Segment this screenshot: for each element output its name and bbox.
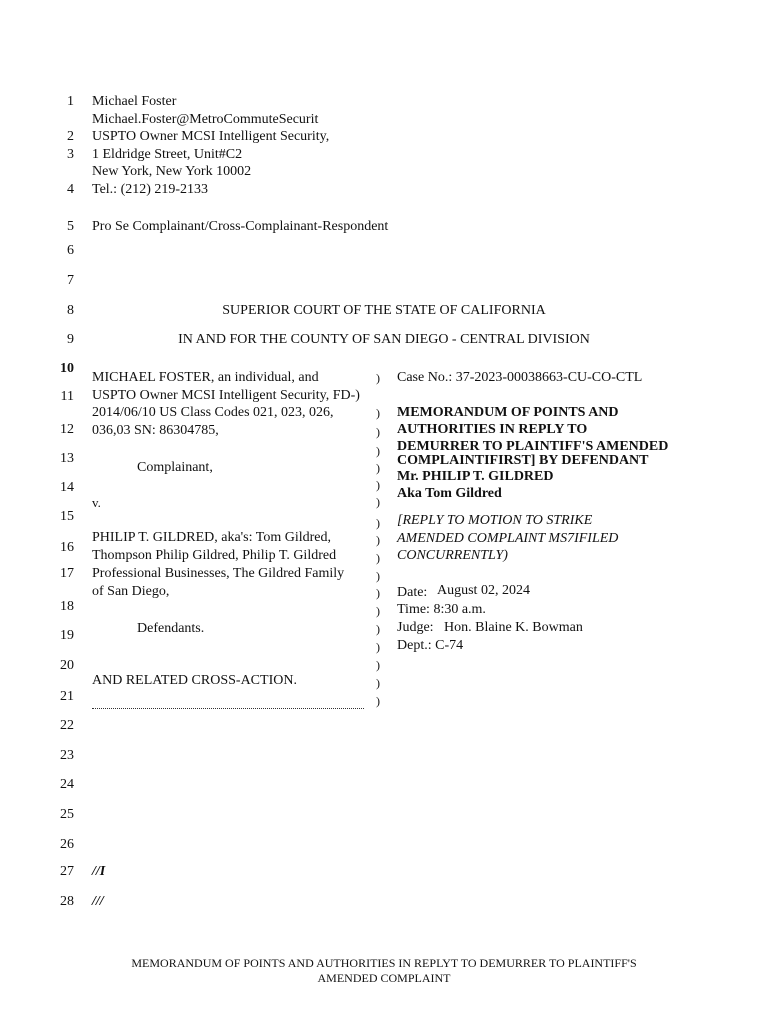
caption-paren: ) [376, 406, 380, 420]
line-number: 7 [67, 273, 74, 288]
caption-paren: ) [376, 371, 380, 385]
case-number: Case No.: 37-2023-00038663-CU-CO-CTL [397, 370, 643, 385]
plaintiff-line: 2014/06/10 US Class Codes 021, 023, 026, [92, 405, 334, 420]
plaintiff-line: USPTO Owner MCSI Intelligent Security, FD-) [92, 388, 360, 403]
sender-street: 1 Eldridge Street, Unit#C2 [92, 147, 243, 162]
hearing-date-label: Date: [397, 585, 428, 600]
party-role: Pro Se Complainant/Cross-Complainant-Respondent [92, 219, 389, 234]
line-number: 6 [67, 243, 74, 258]
defendants-label: Defendants. [137, 621, 205, 636]
document-subtitle: CONCURRENTLY) [397, 548, 508, 563]
line-number: 12 [60, 422, 74, 437]
caption-paren: ) [376, 676, 380, 690]
sender-phone: Tel.: (212) 219-2133 [92, 182, 209, 197]
page-footer: MEMORANDUM OF POINTS AND AUTHORITIES IN REPLYT TO DEMURRER TO PLAINTIFF'S [131, 956, 637, 970]
document-title: Aka Tom Gildred [397, 486, 502, 501]
caption-paren: ) [376, 551, 380, 565]
hearing-time: Time: 8:30 a.m. [397, 602, 486, 617]
department: Dept.: C-74 [397, 638, 464, 653]
line-number: 11 [60, 389, 74, 404]
line-number: 2 [67, 129, 74, 144]
court-division: IN AND FOR THE COUNTY OF SAN DIEGO - CENTRAL DIVISION [178, 332, 590, 347]
document-title: MEMORANDUM OF POINTS AND [397, 405, 619, 420]
court-name: SUPERIOR COURT OF THE STATE OF CALIFORNIA [222, 303, 546, 318]
caption-divider [92, 708, 364, 709]
sender-city: New York, New York 10002 [92, 164, 252, 179]
caption-paren: ) [376, 495, 380, 509]
defendant-line: Thompson Philip Gildred, Philip T. Gildred [92, 548, 337, 563]
document-title: DEMURRER TO PLAINTIFF'S AMENDED [397, 439, 669, 454]
line-number: 17 [60, 566, 74, 581]
line-number: 16 [60, 540, 74, 555]
caption-paren: ) [376, 516, 380, 530]
document-title: Mr. PHILIP T. GILDRED [397, 469, 554, 484]
document-title: COMPLAINTIFIRST] BY DEFENDANT [397, 453, 649, 468]
line-number: 22 [60, 718, 74, 733]
defendant-line: of San Diego, [92, 584, 170, 599]
line-number: 13 [60, 451, 74, 466]
line-number: 10 [60, 361, 74, 376]
caption-paren: ) [376, 586, 380, 600]
sender-name: Michael Foster [92, 94, 177, 109]
caption-paren: ) [376, 604, 380, 618]
line-number: 15 [60, 509, 74, 524]
line-number: 5 [67, 219, 74, 234]
caption-paren: ) [376, 640, 380, 654]
line-number: 14 [60, 480, 74, 495]
caption-paren: ) [376, 444, 380, 458]
line-number: 8 [67, 303, 74, 318]
line-number: 9 [67, 332, 74, 347]
related-action: AND RELATED CROSS-ACTION. [92, 673, 297, 688]
plaintiff-line: MICHAEL FOSTER, an individual, and [92, 370, 319, 385]
line-number: 4 [67, 182, 74, 197]
section-mark: /// [92, 894, 104, 909]
line-number: 25 [60, 807, 74, 822]
hearing-date-value: August 02, 2024 [437, 583, 530, 598]
caption-paren: ) [376, 569, 380, 583]
caption-paren: ) [376, 622, 380, 636]
line-number: 21 [60, 689, 74, 704]
sender-organization: USPTO Owner MCSI Intelligent Security, [92, 129, 330, 144]
line-number: 3 [67, 147, 74, 162]
line-number: 28 [60, 894, 74, 909]
judge-label: Judge: [397, 620, 434, 635]
line-number: 24 [60, 777, 74, 792]
complainant-label: Complainant, [137, 460, 213, 475]
document-subtitle: AMENDED COMPLAINT MS7IFILED [397, 531, 619, 546]
line-number: 27 [60, 864, 74, 879]
caption-paren: ) [376, 533, 380, 547]
line-number: 1 [67, 94, 74, 109]
document-title: AUTHORITIES IN REPLY TO [397, 422, 588, 437]
page-footer: AMENDED COMPLAINT [317, 971, 451, 985]
document-subtitle: [REPLY TO MOTION TO STRIKE [397, 513, 593, 528]
versus-label: v. [92, 495, 101, 510]
defendant-line: PHILIP T. GILDRED, aka's: Tom Gildred, [92, 530, 331, 545]
line-number: 23 [60, 748, 74, 763]
sender-email: Michael.Foster@MetroCommuteSecurit [92, 112, 319, 127]
line-number: 18 [60, 599, 74, 614]
caption-paren: ) [376, 425, 380, 439]
judge-value: Hon. Blaine K. Bowman [444, 620, 583, 635]
caption-paren: ) [376, 658, 380, 672]
plaintiff-line: 036,03 SN: 86304785, [92, 423, 219, 438]
section-mark: //I [92, 864, 106, 879]
line-number: 20 [60, 658, 74, 673]
caption-paren: ) [376, 694, 380, 708]
line-number: 19 [60, 628, 74, 643]
caption-paren: ) [376, 461, 380, 475]
line-number: 26 [60, 837, 74, 852]
caption-paren: ) [376, 478, 380, 492]
defendant-line: Professional Businesses, The Gildred Family [92, 566, 345, 581]
